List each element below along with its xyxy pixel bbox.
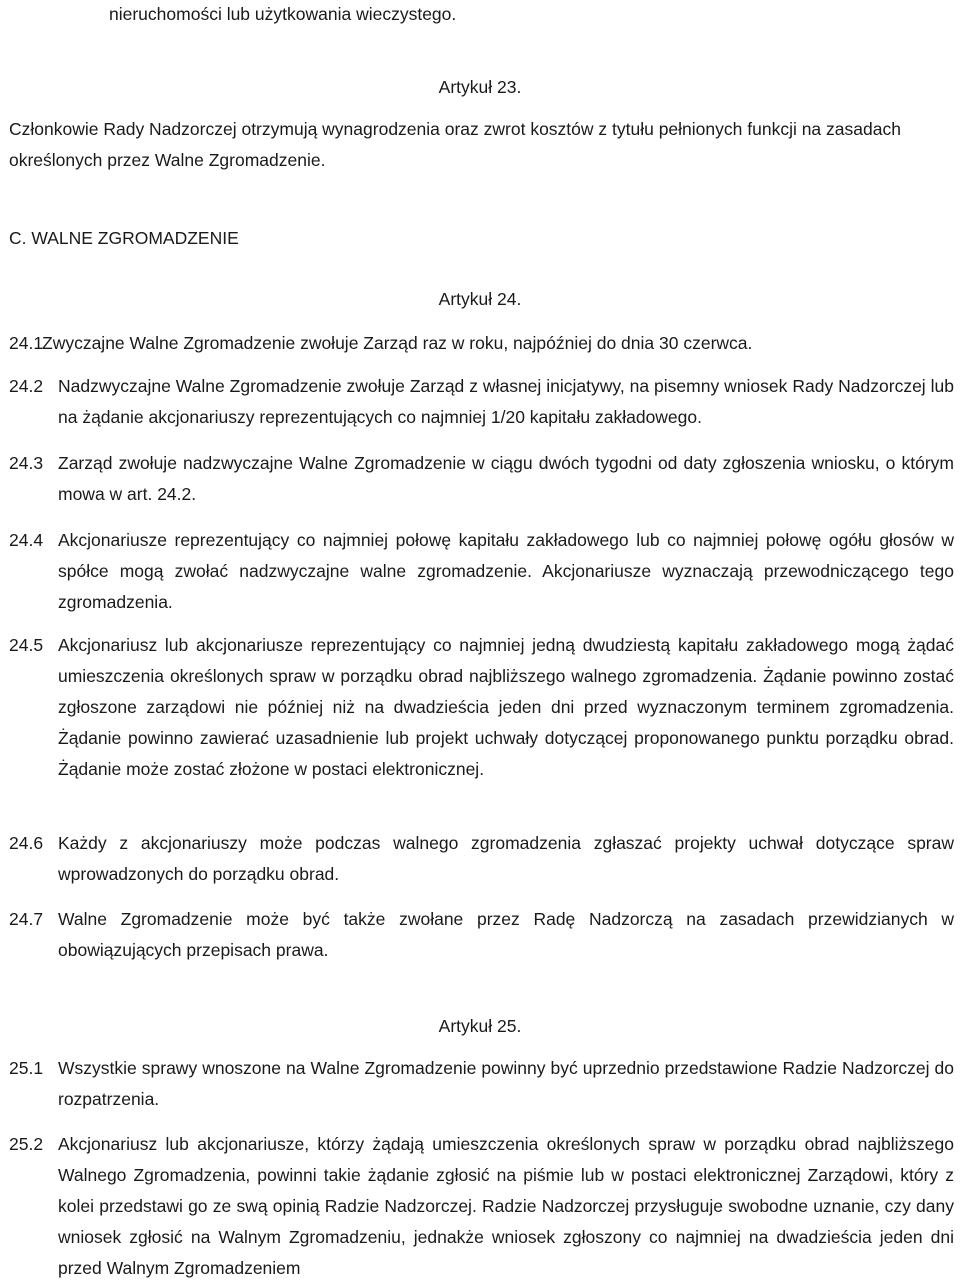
paragraph-number: 24.5 [9,635,44,655]
paragraph-text: Akcjonariusz lub akcjonariusze reprezentujący co najmniej jedną dwudziestą kapitału zakładowego mogą żądać umieszczenia określonych spraw w porządku obrad najbliższego walnego zgromadzenia. Żądanie powinno zostać zgłoszone zarządowi nie później niż na dwadzieścia jeden dni przed wyznaczonym terminem zgromadzenia. Żądanie powinno zawierać uzasadnienie lub projekt uchwały dotyczącej proponowanego punktu porządku obrad. Żądanie może zostać złożone w postaci elektronicznej. [58,635,954,779]
paragraph-number: 24.4 [9,530,44,550]
paragraph-number: 24.2 [9,376,44,396]
section-heading: C. WALNE ZGROMADZENIE [9,228,239,248]
article-25-title: Artykuł 25. [438,1016,522,1036]
article-23-title: Artykuł 23. [438,77,522,97]
paragraph-text: Wszystkie sprawy wnoszone na Walne Zgromadzenie powinny być uprzednio przedstawione Radzie Nadzorczej do rozpatrzenia. [58,1058,954,1109]
paragraph-text: Nadzwyczajne Walne Zgromadzenie zwołuje Zarząd z własnej inicjatywy, na pisemny wniosek Rady Nadzorczej lub na żądanie akcjonariuszy reprezentujących co najmniej 1/20 kapitału zakładowego. [58,376,954,427]
paragraph-number: 25.1 [9,1058,44,1078]
article-23-text: Członkowie Rady Nadzorczej otrzymują wynagrodzenia oraz zwrot kosztów z tytułu pełnionych funkcji na zasadach określonych przez Walne Zgromadzenie. [9,119,901,170]
text-fragment-top: nieruchomości lub użytkowania wieczystego. [109,4,457,24]
paragraph-text: Akcjonariusze reprezentujący co najmniej połowę kapitału zakładowego lub co najmniej połowę ogółu głosów w spółce mogą zwołać nadzwyczajne walne zgromadzenie. Akcjonariusze wyznaczają przewodniczącego tego zgromadzenia. [58,530,954,612]
paragraph-text: Akcjonariusz lub akcjonariusze, którzy żądają umieszczenia określonych spraw w porządku obrad najbliższego Walnego Zgromadzenia, powinni takie żądanie zgłosić na piśmie lub w postaci elektronicznej Zarządowi, który z kolei przedstawi go ze swą opinią Radzie Nadzorczej. Radzie Nadzorczej przysługuje swobodne uznanie, czy dany wniosek zgłosić na Walnym Zgromadzeniu, jednakże wniosek zgłoszony co najmniej na dwadzieścia jeden dni przed Walnym Zgromadzeniem [58,1134,954,1278]
paragraph-number: 24.1 [9,333,44,353]
paragraph-number: 25.2 [9,1134,44,1154]
paragraph-text: Zarząd zwołuje nadzwyczajne Walne Zgromadzenie w ciągu dwóch tygodni od daty zgłoszenia wniosku, o którym mowa w art. 24.2. [58,453,954,504]
paragraph-text: Walne Zgromadzenie może być także zwołane przez Radę Nadzorczą na zasadach przewidzianych w obowiązujących przepisach prawa. [58,909,954,960]
paragraph-number: 24.7 [9,909,44,929]
article-24-title: Artykuł 24. [438,289,522,309]
paragraph-number: 24.3 [9,453,44,473]
paragraph-text: Zwyczajne Walne Zgromadzenie zwołuje Zarząd raz w roku, najpóźniej do dnia 30 czerwca. [42,333,753,353]
paragraph-number: 24.6 [9,833,44,853]
paragraph-text: Każdy z akcjonariuszy może podczas walnego zgromadzenia zgłaszać projekty uchwał dotyczące spraw wprowadzonych do porządku obrad. [58,833,954,884]
